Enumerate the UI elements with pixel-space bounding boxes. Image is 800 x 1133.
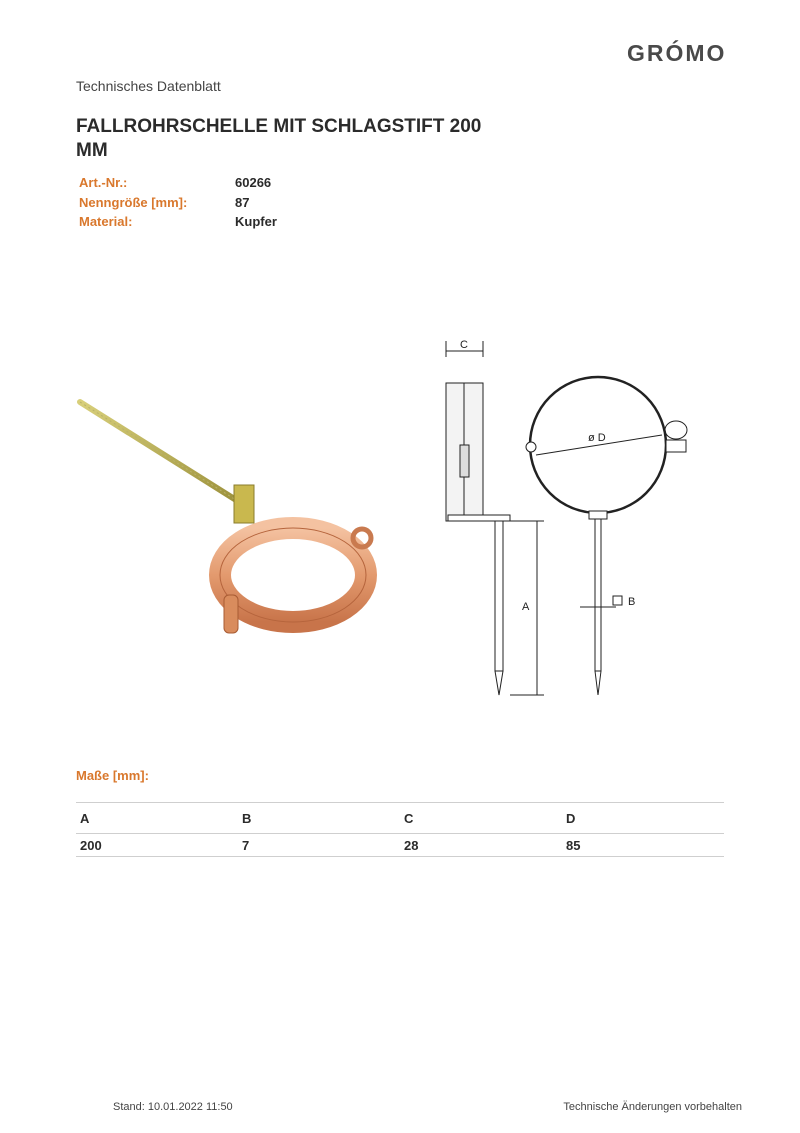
spec-label: Nenngröße [mm]: <box>79 195 188 210</box>
spec-value: 87 <box>235 195 250 210</box>
dim-label-b: B <box>628 596 636 608</box>
brand-logo: GRÓMO <box>627 40 727 66</box>
table-cell: 28 <box>400 834 562 857</box>
technical-drawing <box>440 335 710 705</box>
product-photo <box>76 390 396 650</box>
footer-date: Stand: 10.01.2022 11:50 <box>113 1101 233 1113</box>
spec-value: 60266 <box>235 175 272 190</box>
dimensions-table <box>76 802 724 857</box>
table-cell: 7 <box>238 834 400 857</box>
page-title: FALLROHRSCHELLE MIT SCHLAGSTIFT 200 MM <box>76 116 482 161</box>
dim-label-a: A <box>522 601 530 613</box>
table-header-cell: D <box>562 803 724 834</box>
dim-label-c: C <box>460 339 468 351</box>
dimensions-heading: Maße [mm]: <box>76 768 149 783</box>
table-row <box>76 834 724 857</box>
table-header-cell: B <box>238 803 400 834</box>
document-type: Technisches Datenblatt <box>76 78 221 94</box>
spec-label: Art.-Nr.: <box>79 175 128 190</box>
spec-value: Kupfer <box>235 214 277 229</box>
table-header-cell: C <box>400 803 562 834</box>
table-cell: 85 <box>562 834 724 857</box>
footer-note: Technische Änderungen vorbehalten <box>563 1101 742 1113</box>
spec-label: Material: <box>79 214 133 229</box>
table-header-row <box>76 803 724 834</box>
dim-label-d: ø D <box>588 432 606 444</box>
table-cell: 200 <box>76 834 238 857</box>
table-header-cell: A <box>76 803 238 834</box>
